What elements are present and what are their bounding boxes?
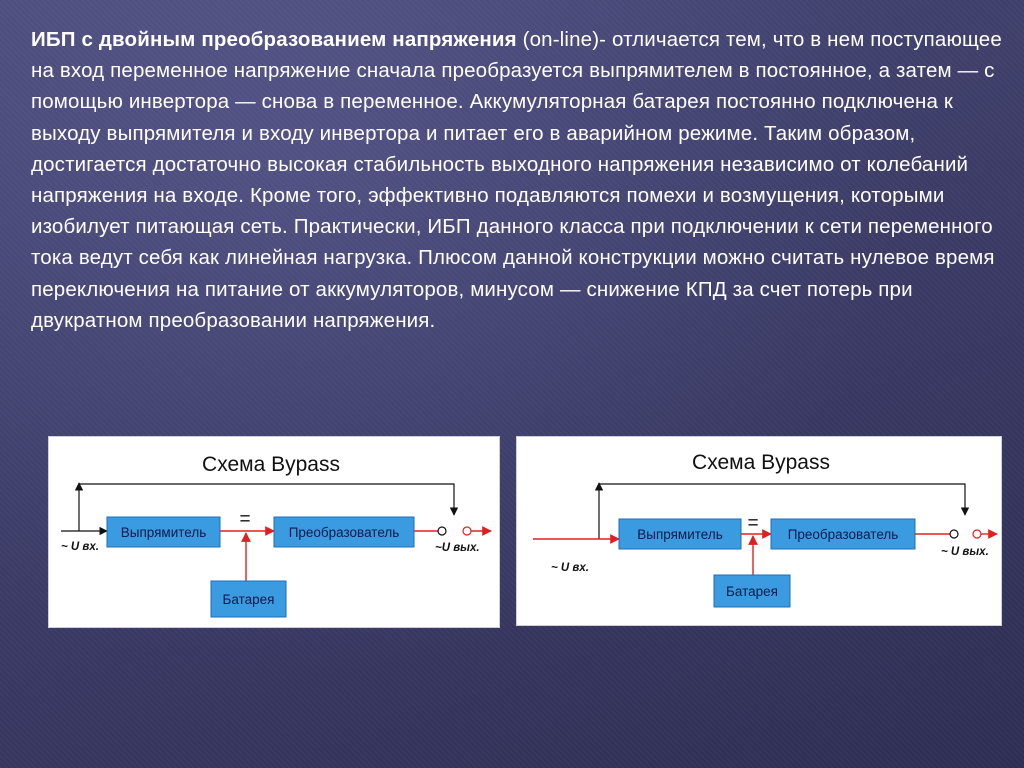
switch-contact-left xyxy=(950,530,958,538)
switch-contact-right xyxy=(973,530,981,538)
bypass-diagram-right xyxy=(516,436,1002,626)
input-voltage-label: ~ U вх. xyxy=(61,541,99,553)
bypass-line xyxy=(79,484,454,515)
input-voltage-label: ~ U вх. xyxy=(551,562,589,574)
diagram-title: Схема Bypass xyxy=(202,453,340,476)
battery-label: Батарея xyxy=(726,584,778,599)
bypass-diagram-right-svg xyxy=(517,437,1001,625)
switch-contact-left xyxy=(438,527,446,535)
slide-lead-bold: ИБП с двойным преобразованием напряжения xyxy=(31,28,517,51)
dc-equals-symbol: = xyxy=(747,513,759,534)
dc-equals-symbol: = xyxy=(239,509,251,530)
rectifier-label: Выпрямитель xyxy=(637,527,723,542)
converter-label: Преобразователь xyxy=(288,525,400,540)
output-voltage-label: ~ U вых. xyxy=(941,546,989,558)
bypass-diagram-left xyxy=(48,436,500,628)
converter-label: Преобразователь xyxy=(787,527,899,542)
slide-body-text xyxy=(31,24,1006,336)
rectifier-label: Выпрямитель xyxy=(120,525,207,540)
diagram-title: Схема Bypass xyxy=(692,451,830,474)
battery-label: Батарея xyxy=(222,592,275,607)
switch-contact-right xyxy=(463,527,471,535)
output-voltage-label: ~U вых. xyxy=(435,542,480,554)
slide-body-rest: (on-line)- отличается тем, что в нем поступающее на вход переменное напряжение сначала преобразуется выпрямителем в постоянное, а затем — с помощью инвертора — снова в переменное. Аккумуляторная батарея постоянно подключена к выходу выпрямителя и входу инвертора и питает его в аварийном режиме. Таким образом, достигается достаточно высокая стабильность выходного напряжения независимо от колебаний напряжения на входе. Кроме того, эффективно подавляются помехи и возмущения, которыми изобилует питающая сеть. Практически, ИБП данного класса при подключении к сети переменного тока ведут себя как линейная нагрузка. Плюсом данной конструкции можно считать нулевое время переключения на питание от аккумуляторов, минусом — снижение КПД за счет потерь при двукратном преобразовании напряжения. xyxy=(31,28,1002,332)
bypass-line xyxy=(599,484,965,515)
bypass-diagram-left-svg xyxy=(49,437,499,627)
